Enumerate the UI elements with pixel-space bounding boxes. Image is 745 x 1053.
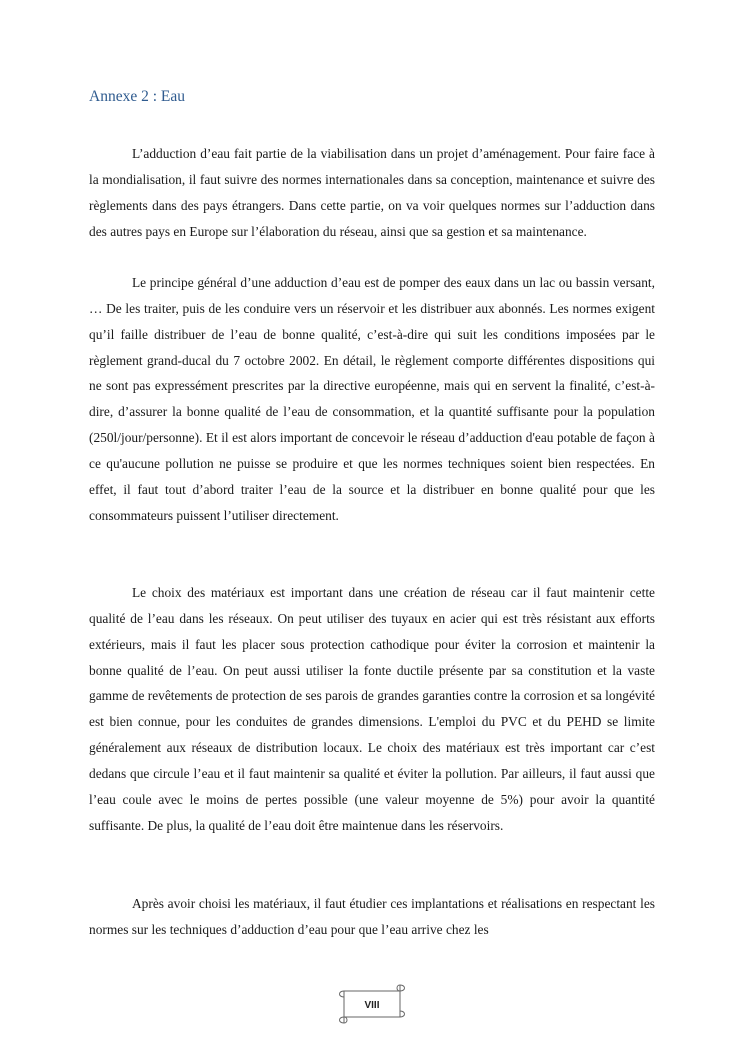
paragraph-intro: L’adduction d’eau fait partie de la viabilisation dans un projet d’aménagement. Pour faire face à la mondialisation, il faut suivre des normes internationales dans sa conception, maintenance et suivre des règlements dans des pays étrangers. Dans cette partie, on va voir quelques normes sur l’adduction dans des autres pays en Europe sur l’élaboration du réseau, ainsi que sa gestion et sa maintenance.: [89, 146, 655, 239]
paragraph-implementation: Après avoir choisi les matériaux, il faut étudier ces implantations et réalisations en respectant les normes sur les techniques d’adduction d’eau pour que l’eau arrive chez les: [89, 896, 655, 937]
page-number-footer: [336, 983, 408, 1027]
paragraph-principle: Le principe général d’une adduction d’eau est de pomper des eaux dans un lac ou bassin versant, … De les traiter, puis de les conduire vers un réservoir et les distribuer aux abonnés. Les normes exigent qu’il faille distribuer de l’eau de bonne qualité, c’est-à-dire qui suit les conditions imposées par le règlement grand-ducal du 7 octobre 2002. En détail, le règlement comporte différentes dispositions qui ne sont pas expressément prescrites par la directive européenne, mais qui en servent la finalité, c’est-à-dire, d’assurer la bonne qualité de l’eau de consommation, et la quantité suffisante pour la population (250l/jour/personne). Et il est alors important de concevoir le réseau d’adduction d'eau potable de façon à ce qu'aucune pollution ne puisse se produire et que les normes techniques soient bien respectées. En effet, il faut tout d’abord traiter l’eau de la source et la distribuer en bonne qualité pour que les consommateurs puissent l’utiliser directement.: [89, 275, 655, 523]
page-title: Annexe 2 : Eau: [89, 88, 185, 105]
paragraph-materials: Le choix des matériaux est important dans une création de réseau car il faut maintenir cette qualité de l’eau dans les réseaux. On peut utiliser des tuyaux en acier qui est très résistant aux efforts extérieurs, mais il faut les placer sous protection cathodique pour éviter la corrosion et maintenir la bonne qualité de l’eau. On peut aussi utiliser la fonte ductile présente par sa constitution et la vaste gamme de revêtements de protection de ses parois de grandes garanties contre la corrosion et sa longévité est bien connue, pour les conduites de grandes dimensions. L'emploi du PVC et du PEHD se limite généralement aux réseaux de distribution locaux. Le choix des matériaux est très important car c’est dedans que circule l’eau et il faut maintenir sa qualité et éviter la pollution. Par ailleurs, il faut aussi que l’eau coule avec le moins de pertes possible (une valeur moyenne de 5%) pour avoir la quantité suffisante. De plus, la qualité de l’eau doit être maintenue dans les réservoirs.: [89, 585, 655, 833]
page-number: VIII: [364, 1000, 380, 1011]
